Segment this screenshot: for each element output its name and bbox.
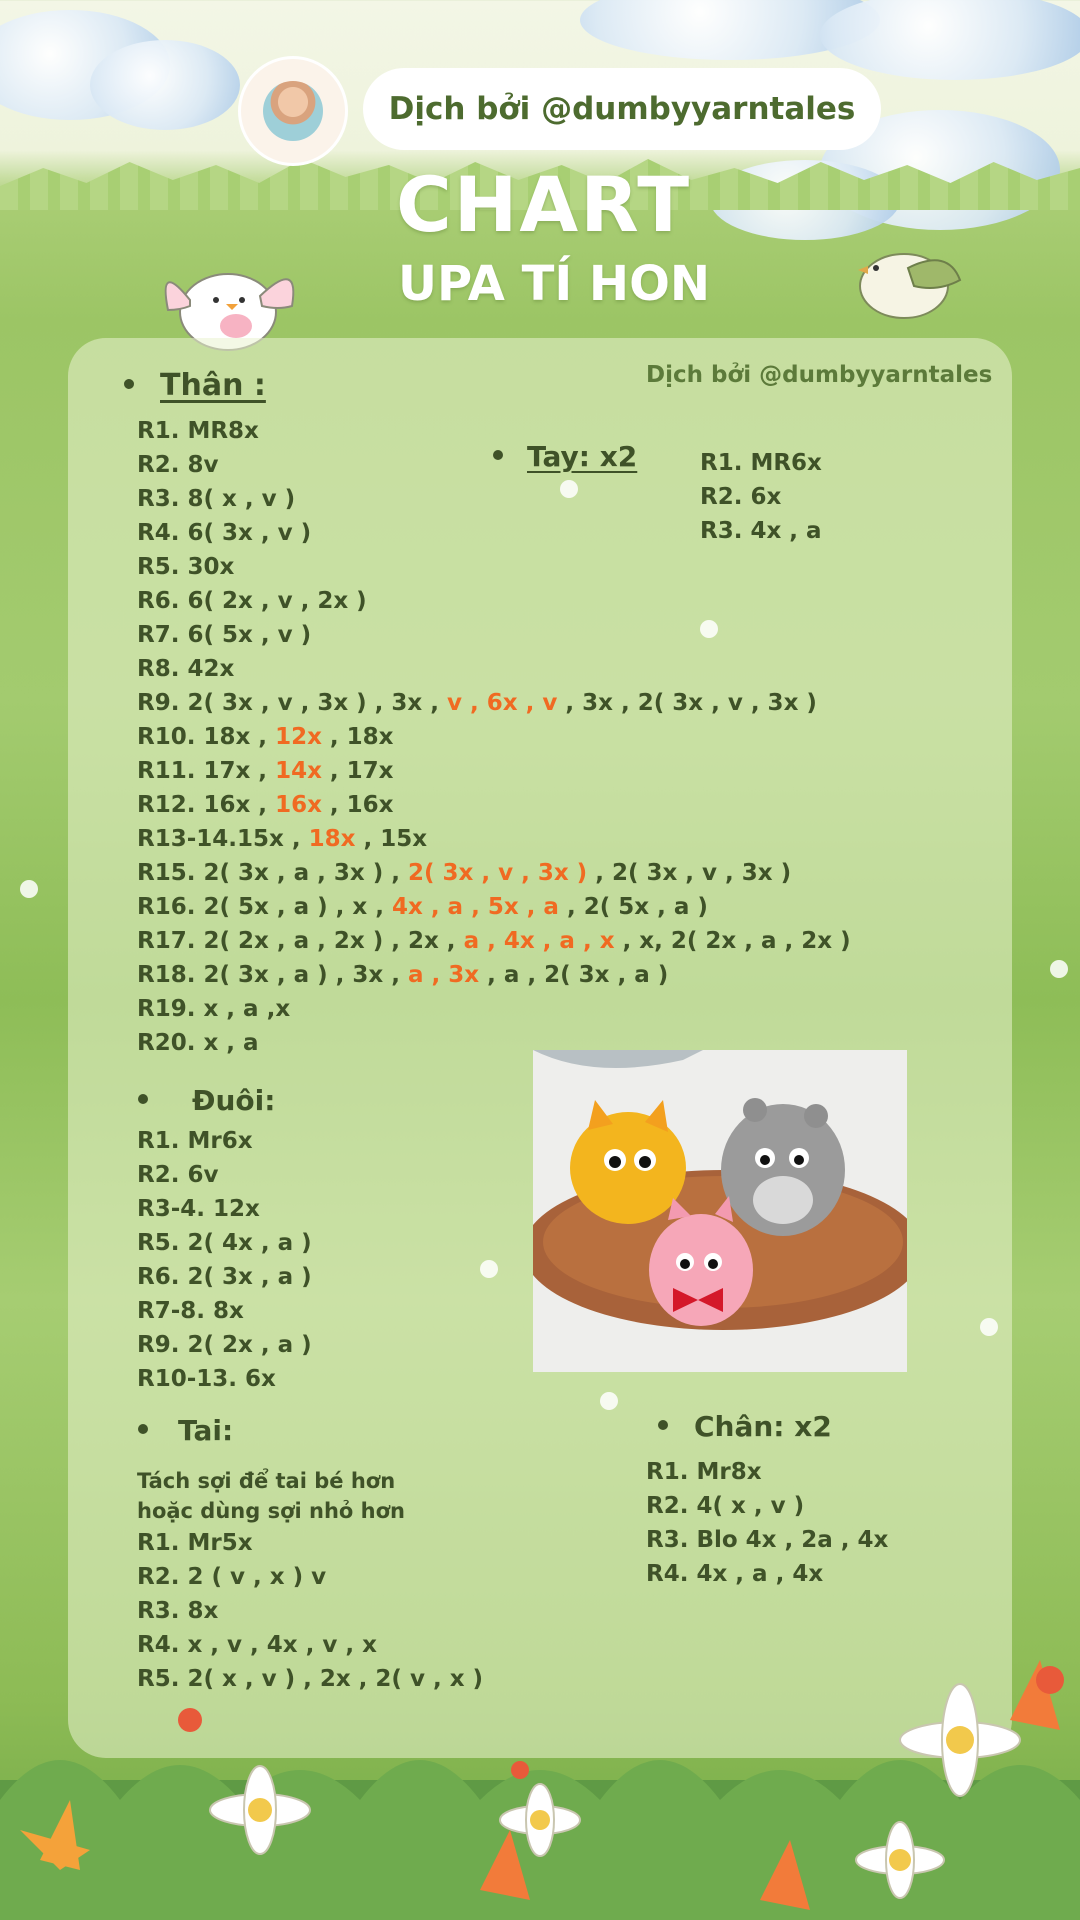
than-row-2: R2. 8v <box>137 452 219 478</box>
tay-row-2: R2. 6x <box>700 484 782 510</box>
than-row-19: R19. x , a ,x <box>137 996 291 1022</box>
tay-row-1: R1. MR6x <box>700 450 822 476</box>
logo <box>238 56 348 166</box>
logo-image <box>263 81 323 141</box>
than-row-5: R5. 30x <box>137 554 235 580</box>
than-row-13: R13-14.15x , 18x , 15x <box>137 826 428 852</box>
bullet-icon <box>138 1094 148 1104</box>
than-row-7: R7. 6( 5x , v ) <box>137 622 312 648</box>
tai-note-2: hoặc dùng sợi nhỏ hơn <box>137 1499 405 1523</box>
duoi-row-8: R10-13. 6x <box>137 1366 276 1392</box>
than-row-15: R15. 2( 3x , a , 3x ) , 2( 3x , v , 3x ) , 2( 3x , v , 3x ) <box>137 860 792 886</box>
flower-icon <box>700 620 718 638</box>
duoi-row-1: R1. Mr6x <box>137 1128 253 1154</box>
flower-icon <box>20 880 38 898</box>
page-title: CHART <box>396 160 692 249</box>
cloud-top-right-2 <box>820 0 1080 80</box>
bullet-icon <box>658 1420 668 1430</box>
cloud-left-2 <box>90 40 240 130</box>
tay-row-3: R3. 4x , a <box>700 518 822 544</box>
than-row-10: R10. 18x , 12x , 18x <box>137 724 394 750</box>
chan-row-3: R3. Blo 4x , 2a , 4x <box>646 1527 889 1553</box>
than-heading: Thân : <box>124 368 266 403</box>
bullet-icon <box>124 379 134 389</box>
chan-row-2: R2. 4( x , v ) <box>646 1493 805 1519</box>
duoi-row-7: R9. 2( 2x , a ) <box>137 1332 312 1358</box>
than-row-3: R3. 8( x , v ) <box>137 486 296 512</box>
tai-row-4: R4. x , v , 4x , v , x <box>137 1632 377 1658</box>
bullet-icon <box>493 450 503 460</box>
panel-credit: Dịch bởi @dumbyyarntales <box>646 362 993 388</box>
flower-icon <box>1050 960 1068 978</box>
duoi-heading: Đuôi: <box>138 1084 275 1117</box>
than-row-20: R20. x , a <box>137 1030 259 1056</box>
tai-row-1: R1. Mr5x <box>137 1530 253 1556</box>
chan-row-1: R1. Mr8x <box>646 1459 762 1485</box>
chan-row-4: R4. 4x , a , 4x <box>646 1561 824 1587</box>
than-row-11: R11. 17x , 14x , 17x <box>137 758 394 784</box>
tai-row-5: R5. 2( x , v ) , 2x , 2( v , x ) <box>137 1666 484 1692</box>
bullet-icon <box>138 1424 148 1434</box>
duoi-row-6: R7-8. 8x <box>137 1298 244 1324</box>
tai-note-1: Tách sợi để tai bé hơn <box>137 1469 396 1493</box>
duoi-row-5: R6. 2( 3x , a ) <box>137 1264 312 1290</box>
than-row-9: R9. 2( 3x , v , 3x ) , 3x , v , 6x , v , 3x , 2( 3x , v , 3x ) <box>137 690 817 716</box>
tai-heading: Tai: <box>138 1414 233 1447</box>
than-row-8: R8. 42x <box>137 656 235 682</box>
than-row-6: R6. 6( 2x , v , 2x ) <box>137 588 367 614</box>
amigurumi-photo <box>533 1050 907 1372</box>
flower-icon <box>600 1392 618 1410</box>
tai-row-3: R3. 8x <box>137 1598 219 1624</box>
flower-border-illustration <box>0 1660 1080 1920</box>
than-row-17: R17. 2( 2x , a , 2x ) , 2x , a , 4x , a , x , x, 2( 2x , a , 2x ) <box>137 928 851 954</box>
chan-heading: Chân: x2 <box>658 1410 832 1443</box>
bird-right-icon <box>848 228 968 328</box>
flower-icon <box>480 1260 498 1278</box>
credit-pill: Dịch bởi @dumbyyarntales <box>363 68 881 150</box>
amigurumi-illustration <box>533 1050 907 1372</box>
tay-heading: Tay: x2 <box>493 440 637 473</box>
than-row-4: R4. 6( 3x , v ) <box>137 520 312 546</box>
page-subtitle: UPA TÍ HON <box>398 256 711 312</box>
flower-icon <box>980 1318 998 1336</box>
duoi-row-4: R5. 2( 4x , a ) <box>137 1230 312 1256</box>
than-row-1: R1. MR8x <box>137 418 259 444</box>
duoi-row-2: R2. 6v <box>137 1162 219 1188</box>
duoi-row-3: R3-4. 12x <box>137 1196 260 1222</box>
flower-icon <box>560 480 578 498</box>
than-row-18: R18. 2( 3x , a ) , 3x , a , 3x , a , 2( 3x , a ) <box>137 962 669 988</box>
tai-row-2: R2. 2 ( v , x ) v <box>137 1564 327 1590</box>
than-row-16: R16. 2( 5x , a ) , x , 4x , a , 5x , a , 2( 5x , a ) <box>137 894 708 920</box>
than-row-12: R12. 16x , 16x , 16x <box>137 792 394 818</box>
